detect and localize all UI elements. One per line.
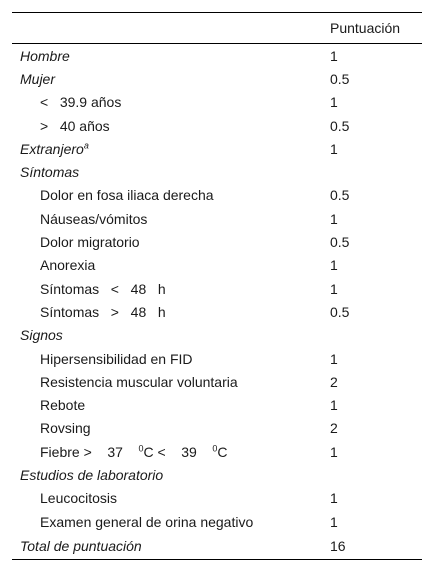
section-label: Síntomas [20, 164, 80, 181]
table-row [12, 160, 422, 183]
row-value: 1 [330, 257, 338, 274]
table-row [12, 510, 422, 533]
fever-text-d: 39 [181, 443, 197, 460]
table-row [12, 44, 422, 68]
table-row [12, 230, 422, 253]
table-row [12, 347, 422, 370]
row-label [12, 91, 330, 114]
table-row [12, 114, 422, 137]
header-criteria [12, 13, 330, 44]
row-value: 0.5 [330, 187, 350, 204]
row-label: Leucocitosis [40, 490, 118, 507]
row-label: Náuseas/vómitos [40, 210, 148, 227]
row-value: 1 [330, 490, 338, 507]
table-row [12, 440, 422, 463]
row-value: 2 [330, 373, 338, 390]
row-value: 1 [330, 280, 338, 297]
table-row [12, 91, 422, 114]
row-value: 1 [330, 513, 338, 530]
row-label [12, 440, 330, 463]
fever-text-e: C [217, 443, 228, 460]
row-label: Rovsing [40, 420, 91, 437]
row-label: Mujer [20, 70, 56, 87]
table-row [12, 137, 422, 160]
section-label: Estudios de laboratorio [20, 466, 164, 483]
row-value [330, 324, 422, 347]
fever-text-c: C < [143, 443, 166, 460]
score-table-container [12, 12, 422, 560]
row-label: Hombre [20, 47, 70, 64]
table-row [12, 463, 422, 486]
row-value: 1 [330, 47, 338, 64]
table-row [12, 254, 422, 277]
table-row [12, 300, 422, 323]
row-value [330, 160, 422, 183]
table-row [12, 533, 422, 560]
table-row [12, 67, 422, 90]
row-label: Rebote [40, 397, 86, 414]
total-value: 16 [330, 533, 422, 560]
table-row [12, 417, 422, 440]
row-label-text: > 40 años [40, 117, 110, 134]
row-label: Dolor en fosa iliaca derecha [40, 187, 214, 204]
row-label [12, 300, 330, 323]
degree-marker: 0 [138, 443, 144, 454]
fever-text-a: Fiebre > [40, 443, 92, 460]
total-label: Total de puntuación [12, 533, 330, 560]
row-value: 1 [330, 350, 338, 367]
row-value: 1 [330, 210, 338, 227]
row-value: 1 [330, 94, 338, 111]
table-row [12, 393, 422, 416]
table-row [12, 324, 422, 347]
row-label: Hipersensibilidad en FID [40, 350, 193, 367]
row-label [12, 114, 330, 137]
row-value: 0.5 [330, 70, 350, 87]
footnote-marker: a [83, 140, 89, 151]
row-label: Dolor migratorio [40, 234, 140, 251]
row-label-text: < 39.9 años [40, 94, 122, 111]
row-value: 1 [330, 140, 338, 157]
row-label [12, 277, 330, 300]
table-header-row [12, 13, 422, 44]
fever-text-b: 37 [107, 443, 123, 460]
row-value [330, 463, 422, 486]
table-row [12, 487, 422, 510]
row-label-text: Síntomas < 48 h [40, 280, 166, 297]
row-value: 1 [330, 443, 338, 460]
row-value: 1 [330, 397, 338, 414]
row-label: Resistencia muscular voluntaria [40, 373, 238, 390]
table-row [12, 184, 422, 207]
row-label: Anorexia [40, 257, 96, 274]
row-label-text: Extranjero [20, 140, 84, 157]
row-value: 0.5 [330, 303, 350, 320]
section-label: Signos [20, 327, 63, 344]
table-row [12, 370, 422, 393]
row-value: 2 [330, 420, 338, 437]
header-score: Puntuación [330, 13, 422, 44]
row-label-text: Síntomas > 48 h [40, 303, 166, 320]
row-value: 0.5 [330, 234, 350, 251]
score-table [12, 12, 422, 560]
degree-marker: 0 [212, 443, 218, 454]
row-label: Examen general de orina negativo [40, 513, 254, 530]
row-label [12, 137, 330, 160]
row-value: 0.5 [330, 117, 350, 134]
table-row [12, 207, 422, 230]
table-row [12, 277, 422, 300]
